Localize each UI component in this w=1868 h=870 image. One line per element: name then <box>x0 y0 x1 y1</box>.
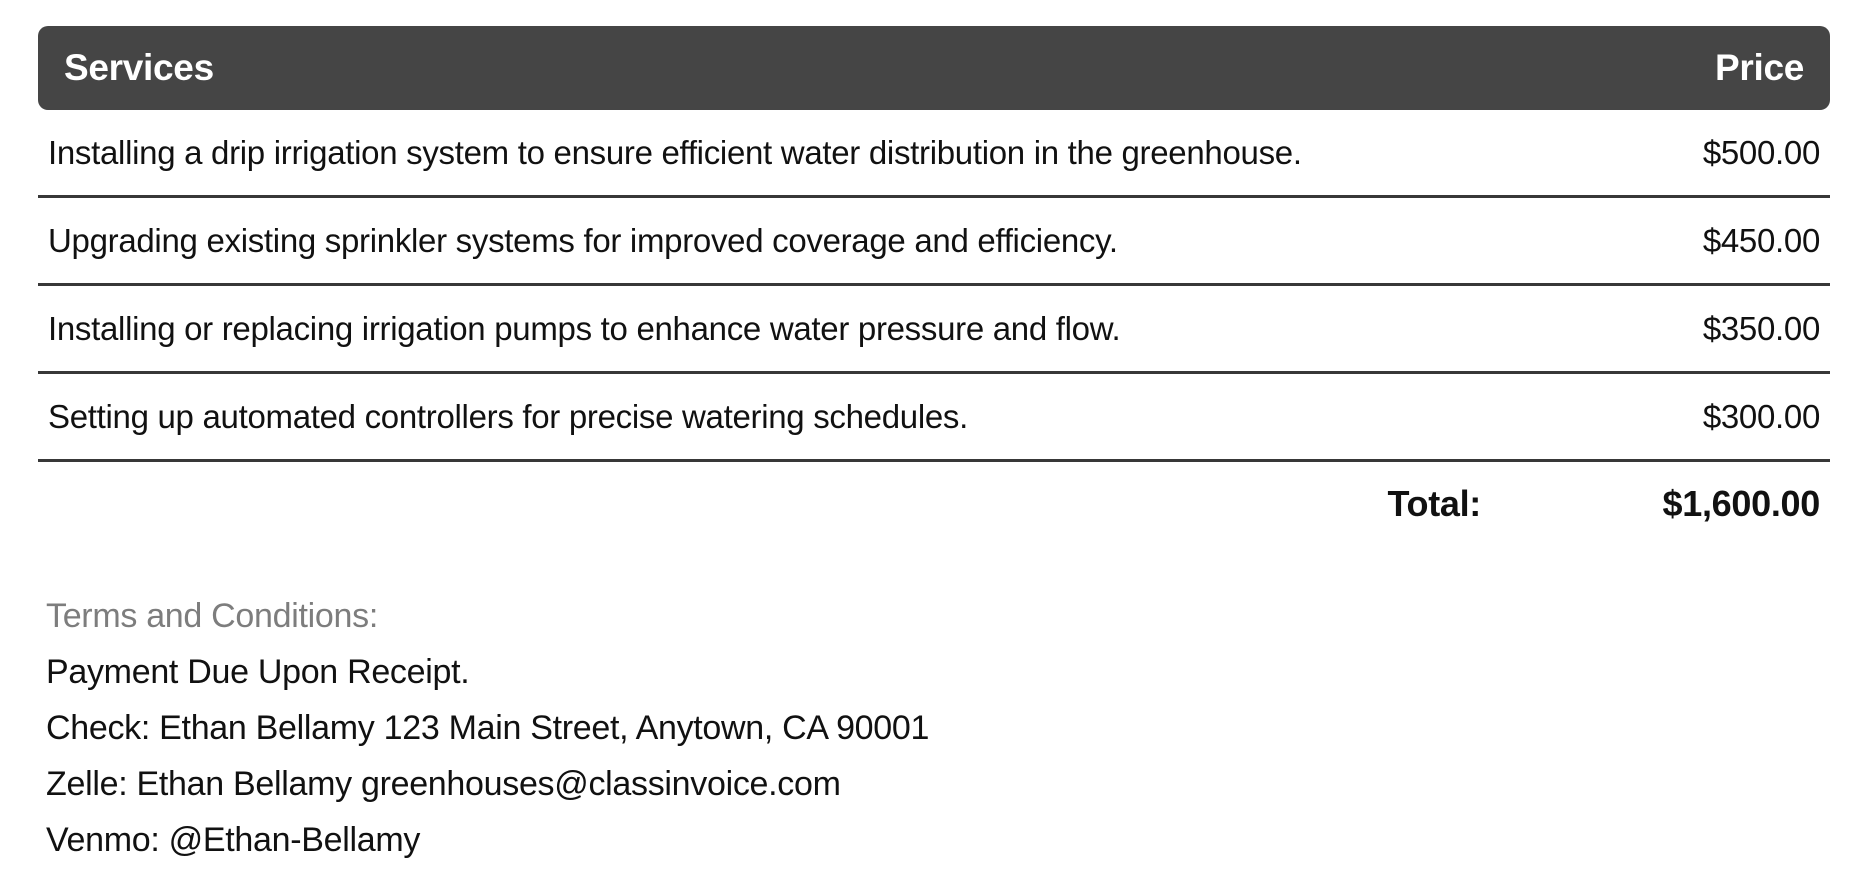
service-price: $300.00 <box>1553 374 1830 462</box>
table-header-row <box>38 26 1830 110</box>
terms-line-check: Check: Ethan Bellamy 123 Main Street, Anytown, CA 90001 <box>46 709 930 747</box>
service-description: Setting up automated controllers for precise watering schedules. <box>38 374 1553 462</box>
terms-heading: Terms and Conditions: <box>46 597 378 635</box>
total-value: $1,600.00 <box>1662 483 1820 524</box>
service-price: $500.00 <box>1553 110 1830 198</box>
table-row <box>38 374 1830 462</box>
table-row <box>38 110 1830 198</box>
table-row <box>38 286 1830 374</box>
terms-line-payment: Payment Due Upon Receipt. <box>46 653 470 691</box>
services-table <box>38 26 1830 546</box>
service-price: $450.00 <box>1553 198 1830 286</box>
services-column-header: Services <box>38 26 1553 110</box>
price-column-header: Price <box>1553 26 1830 110</box>
table-row <box>38 198 1830 286</box>
service-price: $350.00 <box>1553 286 1830 374</box>
total-label: Total: <box>1387 483 1481 524</box>
service-description: Installing a drip irrigation system to ensure efficient water distribution in the greenhouse. <box>38 110 1553 198</box>
service-description: Upgrading existing sprinkler systems for improved coverage and efficiency. <box>38 198 1553 286</box>
terms-line-zelle: Zelle: Ethan Bellamy greenhouses@classinvoice.com <box>46 765 841 803</box>
service-description: Installing or replacing irrigation pumps to enhance water pressure and flow. <box>38 286 1553 374</box>
terms-section <box>38 588 1830 868</box>
total-row <box>38 462 1830 546</box>
terms-line-venmo: Venmo: @Ethan-Bellamy <box>46 821 421 859</box>
